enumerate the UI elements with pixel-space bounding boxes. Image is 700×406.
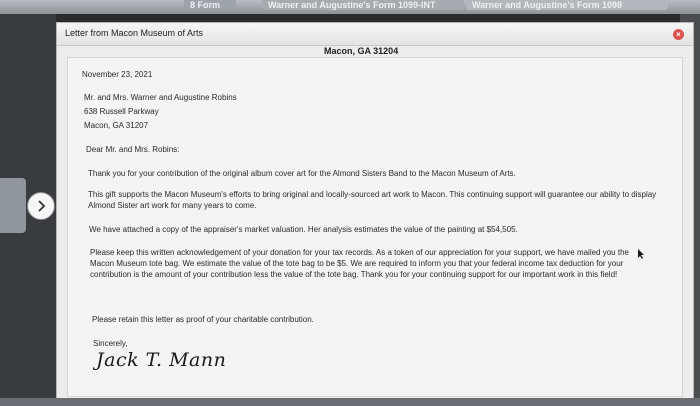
signature: Jack T. Mann xyxy=(96,349,227,371)
recipient-name: Mr. and Mrs. Warner and Augustine Robins xyxy=(84,93,237,102)
letter-dialog xyxy=(56,22,694,400)
paragraph-3: We have attached a copy of the appraiser's market valuation. Her analysis estimates the value of the painting at $54,505. xyxy=(89,225,518,234)
background-tab-strip xyxy=(0,0,700,14)
paragraph-5: Please retain this letter as proof of your charitable contribution. xyxy=(92,315,314,324)
dialog-header xyxy=(57,23,693,46)
salutation: Dear Mr. and Mrs. Robins: xyxy=(86,145,180,154)
paragraph-4: Please keep this written acknowledgement of your donation for your tax records. As a token of our appreciation for your support, we have mailed you the Macon Museum tote bag. We estimate the value of the tote bag to be $5. We are required to inform you that your federal income tax deduction for your contribution is the amount of your contribution less the value of the tote bag. Thank you for your continuing support for our important work in this field! xyxy=(90,248,629,279)
recipient-street: 638 Russell Parkway xyxy=(84,107,159,116)
close-icon[interactable]: × xyxy=(673,29,684,40)
tab-form-1098[interactable]: Warner and Augustine's Form 1098 xyxy=(466,0,668,10)
chevron-right-icon xyxy=(34,199,48,213)
closing: Sincerely, xyxy=(93,339,128,348)
city-line: Macon, GA 31204 xyxy=(324,46,399,56)
letter-date: November 23, 2021 xyxy=(82,70,153,79)
paragraph-1: Thank you for your contribution of the original album cover art for the Almond Sisters Band to the Macon Museum of Arts. xyxy=(88,169,516,178)
paragraph-2: This gift supports the Macon Museum's efforts to bring original and locally-sourced art work to Macon. This continuing support will guarantee our ability to display Almond Sister art work for many years to come. xyxy=(88,190,657,210)
mouse-cursor-icon xyxy=(637,249,645,259)
tab-form[interactable]: 8 Form xyxy=(184,0,236,10)
next-button[interactable] xyxy=(27,192,55,220)
bottom-bar xyxy=(0,398,700,406)
recipient-city: Macon, GA 31207 xyxy=(84,121,149,130)
tab-form-1099-int[interactable]: Warner and Augustine's Form 1099-INT xyxy=(262,0,464,10)
dialog-title: Letter from Macon Museum of Arts xyxy=(65,28,204,38)
letter-body xyxy=(67,57,683,397)
left-edge-strip xyxy=(0,178,26,233)
